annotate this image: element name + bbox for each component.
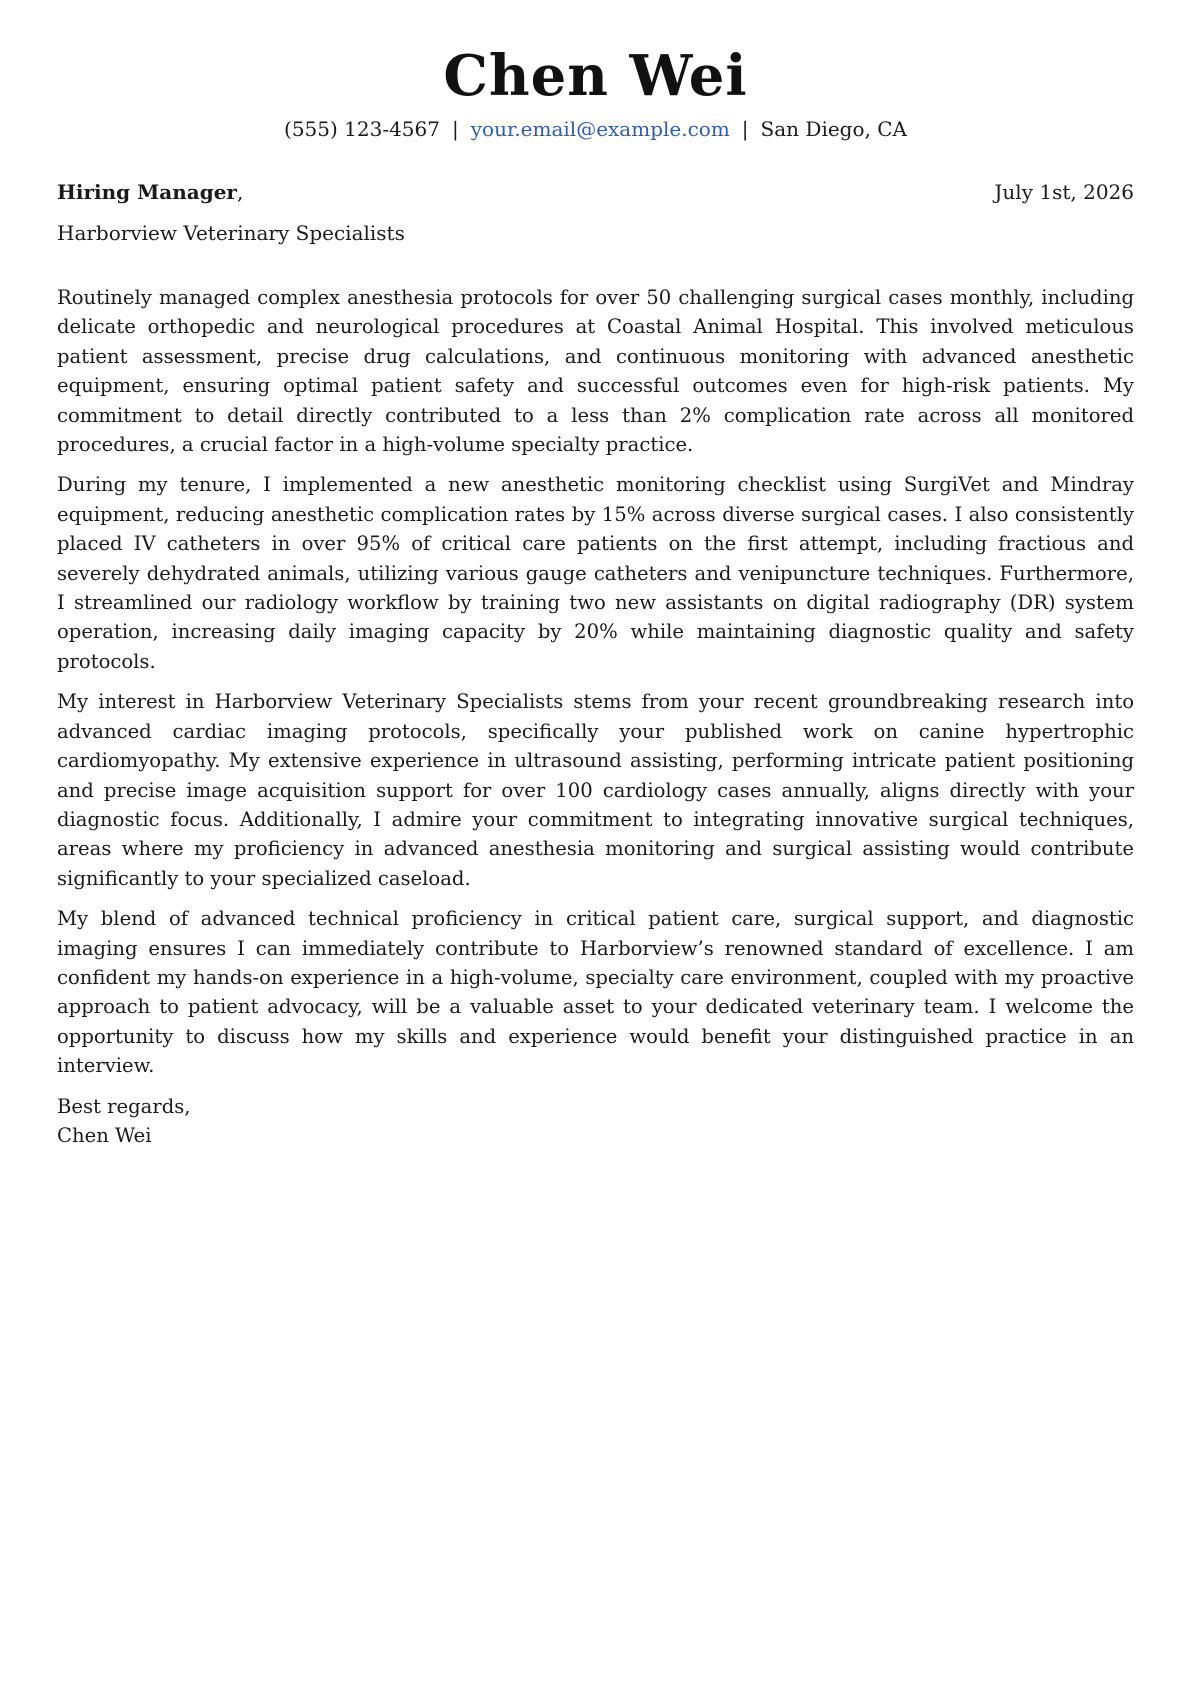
contact-line: [57, 114, 1134, 144]
body-paragraph: My interest in Harborview Veterinary Specialists stems from your recent groundbreaking research into advanced cardiac imaging protocols, specifically your published work on canine hypertrophic cardiomyopathy. My extensive experience in ultrasound assisting, performing intricate patient positioning and precise image acquisition support for over 100 cardiology cases annually, aligns directly with your diagnostic focus. Additionally, I admire your commitment to integrating innovative surgical techniques, areas where my proficiency in advanced anesthesia monitoring and surgical assisting would contribute significantly to your specialized caseload.: [57, 690, 1134, 890]
recipient-name: Hiring Manager: [57, 180, 237, 204]
applicant-name: Chen Wei: [443, 43, 748, 109]
signature-name: Chen Wei: [57, 1123, 152, 1147]
contact-separator: |: [451, 117, 459, 141]
recipient: [57, 180, 243, 204]
email-link[interactable]: your.email@example.com: [470, 117, 730, 141]
contact-separator: |: [741, 117, 749, 141]
closing-phrase: Best regards,: [57, 1094, 191, 1118]
body-paragraph: During my tenure, I implemented a new anesthetic monitoring checklist using SurgiVet and Mindray equipment, reducing anesthetic complication rates by 15% across diverse surgical cases. I also consistently placed IV catheters in over 95% of critical care patients on the first attempt, including fractious and severely dehydrated animals, utilizing various gauge catheters and venipuncture techniques. Furthermore, I streamlined our radiology workflow by training two new assistants on digital radiography (DR) system operation, increasing daily imaging capacity by 20% while maintaining diagnostic quality and safety protocols.: [57, 473, 1134, 673]
location: San Diego, CA: [760, 117, 907, 141]
letter-date: July 1st, 2026: [994, 180, 1134, 204]
closing-block: [57, 1092, 1134, 1151]
company-name: Harborview Veterinary Specialists: [57, 221, 405, 245]
recipient-comma: ,: [236, 180, 244, 204]
letter-body: [57, 283, 1134, 1150]
body-paragraph: My blend of advanced technical proficiency in critical patient care, surgical support, and diagnostic imaging ensures I can immediately contribute to Harborview’s renowned standard of excellence. I am confident my hands-on experience in a high-volume, specialty care environment, coupled with my proactive approach to patient advocacy, will be a valuable asset to your dedicated veterinary team. I welcome the opportunity to discuss how my skills and experience would benefit your distinguished practice in an interview.: [57, 907, 1134, 1078]
phone-number: (555) 123-4567: [284, 117, 440, 141]
salutation-row: [57, 177, 1134, 207]
body-paragraph: Routinely managed complex anesthesia protocols for over 50 challenging surgical cases monthly, including delicate orthopedic and neurological procedures at Coastal Animal Hospital. This involved meticulous patient assessment, precise drug calculations, and continuous monitoring with advanced anesthetic equipment, ensuring optimal patient safety and successful outcomes even for high-risk patients. My commitment to detail directly contributed to a less than 2% complication rate across all monitored procedures, a crucial factor in a high-volume specialty practice.: [57, 286, 1134, 457]
